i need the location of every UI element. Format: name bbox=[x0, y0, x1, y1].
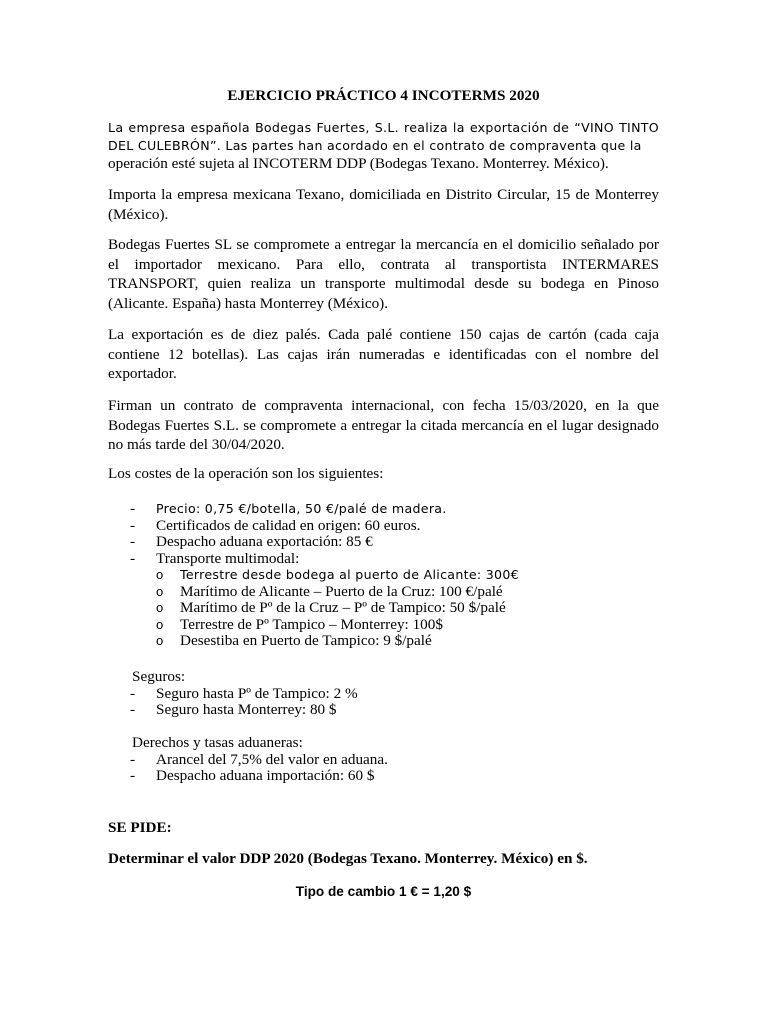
question-text: Determinar el valor DDP 2020 (Bodegas Texano. Monterrey. México) en $. bbox=[108, 850, 588, 867]
transport-item-sea-cruz: o Marítimo de Alicante – Puerto de la Cruz: 100 €/palé bbox=[156, 582, 503, 600]
insurance-heading: Seguros: bbox=[132, 668, 186, 685]
se-pide-heading: SE PIDE: bbox=[108, 819, 172, 836]
transport-item-road-alicante: o Terrestre desde bodega al puerto de Alicante: 300€ bbox=[156, 567, 519, 582]
paragraph-intro bbox=[108, 119, 659, 174]
transport-item-sea-tampico: o Marítimo de Pº de la Cruz – Pº de Tampico: 50 $/palé bbox=[156, 599, 506, 616]
paragraph-importer: Importa la empresa mexicana Texano, domiciliada en Distrito Circular, 15 de Monterrey (México). bbox=[108, 186, 659, 223]
paragraph-costs-intro: Los costes de la operación son los siguientes: bbox=[108, 465, 384, 482]
cost-item-certificates: - Certificados de calidad en origen: 60 euros. bbox=[130, 516, 421, 534]
transport-sublist bbox=[108, 567, 659, 650]
cost-item-export-clearance: - Despacho aduana exportación: 85 € bbox=[130, 533, 373, 550]
insurance-item-tampico: - Seguro hasta Pº de Tampico: 2 % bbox=[130, 684, 358, 702]
duties-section bbox=[108, 735, 659, 785]
duties-item-import-clearance: - Despacho aduana importación: 60 $ bbox=[130, 767, 375, 784]
exchange-rate: Tipo de cambio 1 € = 1,20 $ bbox=[295, 884, 472, 899]
paragraph-contract: Firman un contrato de compraventa internacional, con fecha 15/03/2020, en la que Bodegas Fuertes S.L. se compromete a entregar la citada mercancía en el lugar designado no más tarde del 30/04/2020. bbox=[108, 397, 659, 453]
paragraph-export: La exportación es de diez palés. Cada palé contiene 150 cajas de cartón (cada caja contiene 12 botellas). Las cajas irán numeradas e identificadas con el nombre del exportador. bbox=[108, 326, 659, 382]
intro-text-part1: La empresa española Bodegas Fuertes, S.L. realiza la exportación de “VINO TINTO DEL CULEBRÓN”. Las partes han acordado en el contrato de compraventa que la bbox=[108, 120, 659, 153]
duties-heading: Derechos y tasas aduaneras: bbox=[132, 734, 303, 751]
document-title: EJERCICIO PRÁCTICO 4 INCOTERMS 2020 bbox=[227, 87, 540, 104]
duties-item-tariff: - Arancel del 7,5% del valor en aduana. bbox=[130, 750, 388, 768]
insurance-item-monterrey: - Seguro hasta Monterrey: 80 $ bbox=[130, 701, 337, 718]
cost-item-price: - Precio: 0,75 €/botella, 50 €/palé de madera. bbox=[130, 500, 447, 517]
transport-item-unloading: o Desestiba en Puerto de Tampico: 9 $/palé bbox=[156, 632, 432, 649]
insurance-section bbox=[108, 669, 659, 719]
intro-text-part2: operación esté sujeta al INCOTERM DDP (Bodegas Texano. Monterrey. México). bbox=[108, 155, 609, 172]
cost-item-transport: - Transporte multimodal: bbox=[130, 549, 300, 567]
costs-list bbox=[108, 501, 659, 650]
paragraph-transport: Bodegas Fuertes SL se compromete a entregar la mercancía en el domicilio señalado por el importador mexicano. Para ello, contrata al transportista INTERMARES TRANSPORT, quien realiza un transporte multimodal desde su bodega en Pinoso (Alicante. España) hasta Monterrey (México). bbox=[108, 236, 659, 312]
transport-item-road-monterrey: o Terrestre de Pº Tampico – Monterrey: 100$ bbox=[156, 615, 443, 633]
